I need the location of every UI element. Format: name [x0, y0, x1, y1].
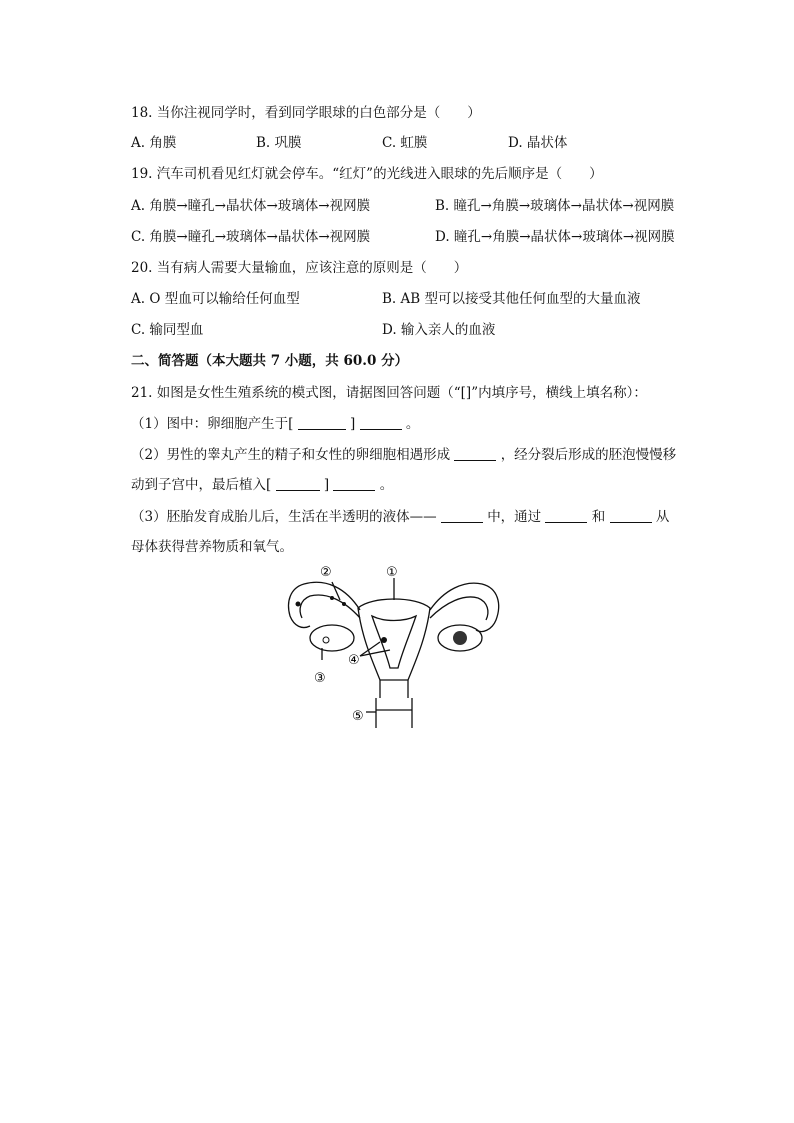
- q18-option-b[interactable]: B. 巩膜: [256, 135, 302, 151]
- q21-p3-text-e: 母体获得营养物质和氧气。: [131, 539, 293, 555]
- q20-option-b[interactable]: B. AB 型可以接受其他任何血型的大量血液: [382, 291, 641, 307]
- q18-option-c[interactable]: C. 虹膜: [382, 135, 428, 151]
- q20-options-row2: [131, 320, 711, 340]
- q21-p3-blank-3[interactable]: [610, 508, 652, 523]
- section-heading: 二、简答题（本大题共 7 小题，共 60.0 分）: [131, 353, 409, 369]
- q21-p3-blank-2[interactable]: [545, 508, 587, 523]
- q21-p3-text-b: 中，通过: [487, 509, 542, 525]
- q21-p2-blank-number[interactable]: [276, 476, 320, 491]
- q21-p3-text-c: 和: [591, 509, 606, 525]
- label-3: ③: [314, 671, 326, 686]
- q18-option-a[interactable]: A. 角膜: [131, 135, 177, 151]
- q20-options-row1: [131, 289, 711, 309]
- q19-option-b[interactable]: B. 瞳孔→角膜→玻璃体→晶状体→视网膜: [435, 198, 675, 214]
- q19-option-d[interactable]: D. 瞳孔→角膜→晶状体→玻璃体→视网膜: [435, 229, 675, 245]
- reproductive-system-diagram: [280, 560, 510, 730]
- q19-options-row2: [131, 227, 711, 247]
- q20-option-c[interactable]: C. 输同型血: [131, 322, 204, 338]
- q21-part2: [131, 440, 691, 500]
- right-oviduct: [430, 583, 499, 631]
- q20-option-a[interactable]: A. O 型血可以输给任何血型: [131, 291, 300, 307]
- label-1: ①: [386, 565, 398, 580]
- cervix: [380, 680, 408, 698]
- q21-p1-blank-name[interactable]: [360, 415, 402, 430]
- label-5: ⑤: [352, 709, 364, 724]
- vagina: [376, 698, 412, 728]
- q18-options: [131, 133, 711, 153]
- q20-stem: 20. 当有病人需要大量输血，应该注意的原则是（ ）: [131, 260, 468, 276]
- q21-p1-text-a: （1）图中：卵细胞产生于[: [131, 416, 294, 432]
- q21-p3-text-a: （3）胚胎发育成胎儿后，生活在半透明的液体——: [131, 509, 437, 525]
- q21-p2-blank-name[interactable]: [333, 476, 375, 491]
- q19-option-c[interactable]: C. 角膜→瞳孔→玻璃体→晶状体→视网膜: [131, 229, 371, 245]
- q21-p3-blank-1[interactable]: [441, 508, 483, 523]
- q21-p2-text-d: ]: [323, 477, 330, 493]
- q21-p2-blank-1[interactable]: [454, 446, 496, 461]
- q21-p2-text-b: ，经分裂后形成的胚泡慢慢移: [500, 447, 677, 463]
- q19-option-a[interactable]: A. 角膜→瞳孔→晶状体→玻璃体→视网膜: [131, 198, 371, 214]
- q21-p1-text-b: ]: [349, 416, 356, 432]
- q21-stem: 21. 如图是女性生殖系统的模式图，请据图回答问题（“[]”内填序号，横线上填名称）：: [131, 385, 647, 401]
- q21-p2-text-a: （2）男性的睾丸产生的精子和女性的卵细胞相遇形成: [131, 447, 451, 463]
- q21-p3-text-d: 从: [655, 509, 670, 525]
- q19-stem: 19. 汽车司机看见红灯就会停车。“红灯”的光线进入眼球的先后顺序是（ ）: [131, 166, 603, 182]
- q21-part1: [131, 414, 419, 434]
- uterine-cavity: [372, 616, 416, 668]
- q21-p2-text-c: 动到子宫中，最后植入[: [131, 477, 272, 493]
- q20-option-d[interactable]: D. 输入亲人的血液: [382, 322, 496, 338]
- q19-options-row1: [131, 196, 711, 216]
- left-ovary: [310, 625, 354, 651]
- label-2: ②: [320, 565, 332, 580]
- q21-p1-text-c: 。: [405, 416, 420, 432]
- q18-option-d[interactable]: D. 晶状体: [508, 135, 568, 151]
- q21-part3: [131, 502, 691, 562]
- q18-stem: 18. 当你注视同学时，看到同学眼球的白色部分是（ ）: [131, 105, 481, 121]
- q21-p1-blank-number[interactable]: [298, 415, 346, 430]
- q21-p2-text-e: 。: [379, 477, 394, 493]
- label-4: ④: [348, 653, 360, 668]
